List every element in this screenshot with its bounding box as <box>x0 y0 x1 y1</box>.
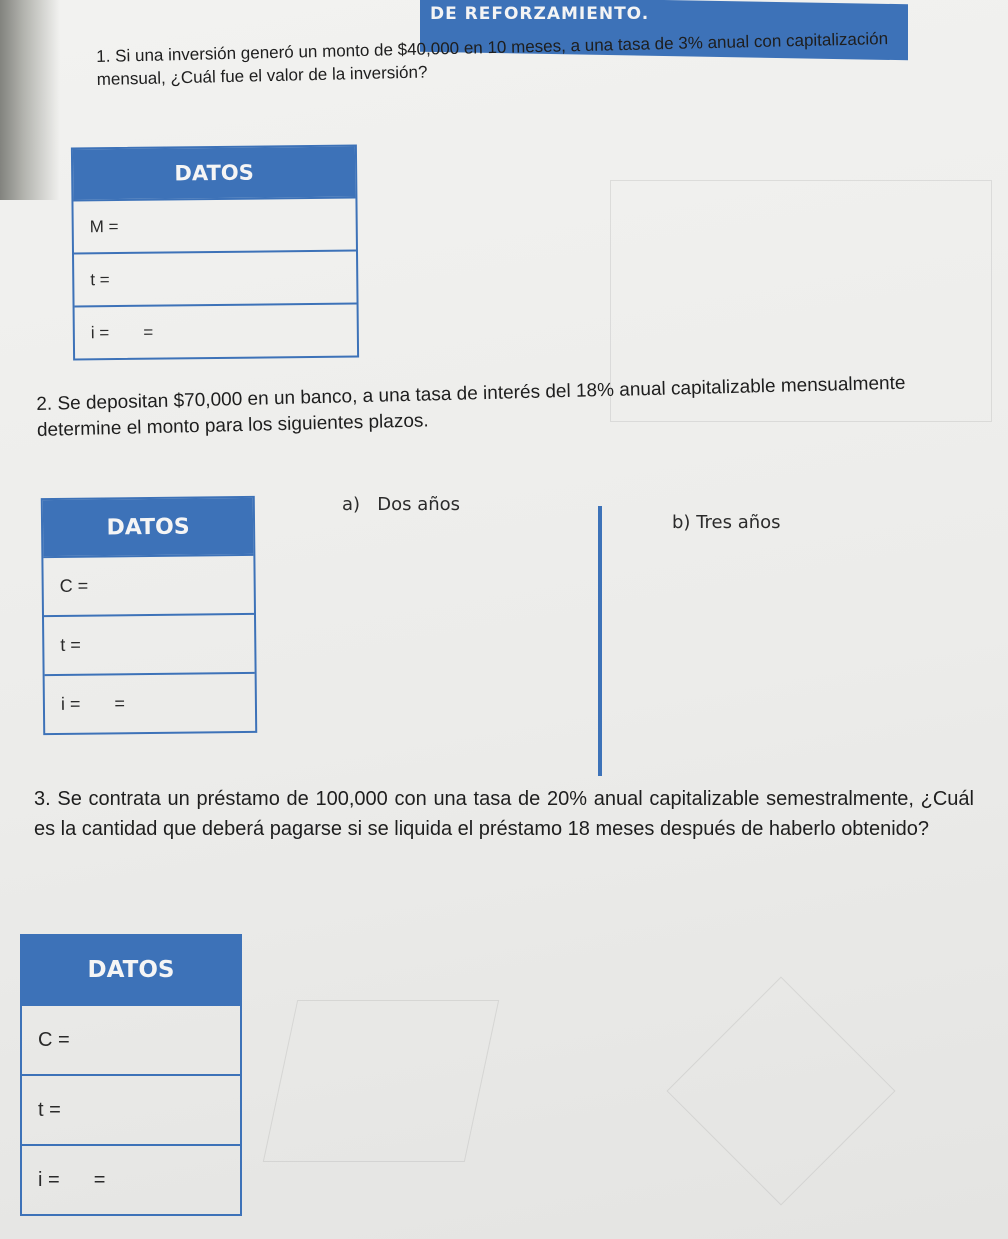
part-a <box>342 494 460 515</box>
datos-row-i[interactable] <box>75 303 358 359</box>
question-number: 3. <box>34 788 51 810</box>
question-text: Se depositan $70,000 en un banco, a una tasa de interés del 18% anual capitalizable mensualmente determine el monto para los siguientes plazos. <box>36 372 906 441</box>
datos-row-label: t = <box>60 634 81 655</box>
part-label: a) <box>342 494 361 515</box>
question-number: 2. <box>36 393 53 415</box>
datos-table-1 <box>71 145 359 361</box>
datos-row-label: t = <box>90 269 110 289</box>
header-title: DE REFORZAMIENTO. <box>430 4 650 24</box>
part-divider <box>598 506 602 776</box>
datos-row-equals: = <box>114 693 126 714</box>
background-shape <box>263 1000 499 1162</box>
page-edge-shadow <box>0 0 60 200</box>
datos-row-label: M = <box>89 216 119 236</box>
datos-row-label: i = <box>38 1168 60 1191</box>
datos-row-i[interactable] <box>45 672 256 733</box>
part-label: b) <box>672 512 691 533</box>
question-text: Si una inversión generó un monto de $40,000 en 10 meses, a una tasa de 3% anual con capitalización mensual, ¿Cuál fue el valor de la inversión? <box>96 29 889 89</box>
datos-row-label: i = <box>90 322 110 342</box>
datos-row-label: i = <box>60 693 81 714</box>
question-number: 1. <box>96 46 111 66</box>
datos-row-t[interactable] <box>22 1074 240 1144</box>
part-text: Tres años <box>696 512 781 533</box>
datos-row-equals: = <box>143 322 154 342</box>
question-3 <box>34 784 974 844</box>
datos-table-3 <box>20 934 242 1216</box>
datos-table-2 <box>41 496 257 735</box>
datos-title: DATOS <box>43 498 254 556</box>
datos-row-c[interactable] <box>22 1004 240 1074</box>
datos-row-label: C = <box>38 1028 70 1051</box>
question-text: Se contrata un préstamo de 100,000 con una tasa de 20% anual capitalizable semestralmente, ¿Cuál es la cantidad que deberá pagarse si se liquida el préstamo 18 meses después de haberlo obtenido? <box>34 788 974 840</box>
datos-row-c[interactable] <box>43 554 254 615</box>
datos-row-equals: = <box>93 1168 106 1191</box>
datos-title: DATOS <box>22 936 240 1004</box>
part-b <box>672 512 781 533</box>
datos-row-label: t = <box>38 1098 61 1121</box>
part-text: Dos años <box>377 494 461 515</box>
datos-row-m[interactable] <box>73 197 356 253</box>
datos-row-t[interactable] <box>44 613 255 674</box>
datos-row-t[interactable] <box>74 250 357 306</box>
datos-row-i[interactable] <box>22 1144 240 1214</box>
datos-title: DATOS <box>73 147 356 200</box>
datos-row-label: C = <box>59 575 89 596</box>
